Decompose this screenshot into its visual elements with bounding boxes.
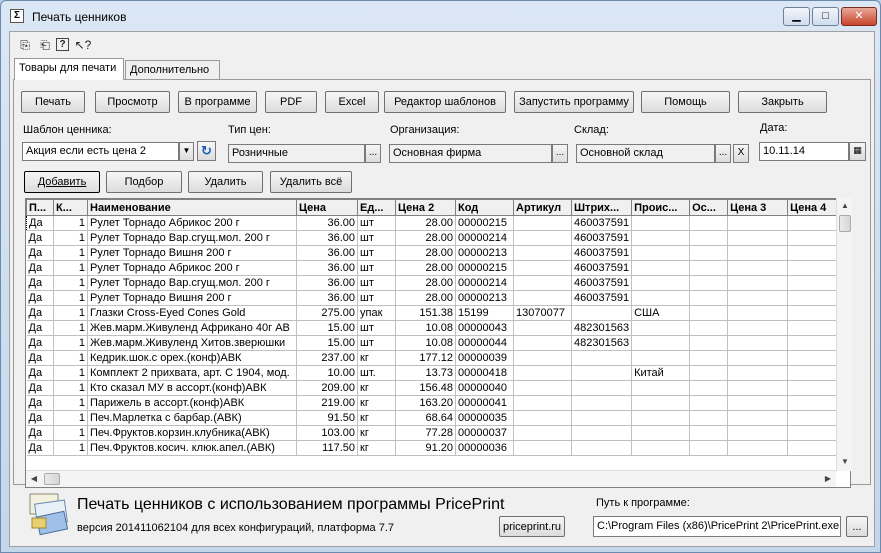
table-cell[interactable]: 1: [54, 366, 88, 381]
table-cell[interactable]: Рулет Торнадо Вишня 200 г: [88, 246, 297, 261]
table-cell[interactable]: 00000036: [456, 441, 514, 456]
table-cell[interactable]: [632, 381, 690, 396]
table-cell[interactable]: шт: [358, 336, 396, 351]
table-cell[interactable]: [572, 351, 632, 366]
table-cell[interactable]: 1: [54, 231, 88, 246]
table-cell[interactable]: 1: [54, 351, 88, 366]
table-cell[interactable]: кг: [358, 396, 396, 411]
table-cell[interactable]: [690, 366, 728, 381]
table-row[interactable]: [27, 366, 849, 381]
table-cell[interactable]: Рулет Торнадо Вар.сгущ.мол. 200 г: [88, 276, 297, 291]
table-cell[interactable]: 36.00: [297, 216, 358, 231]
table-cell[interactable]: [728, 246, 788, 261]
table-cell[interactable]: [632, 411, 690, 426]
table-cell[interactable]: Кто сказал МУ в ассорт.(конф)АВК: [88, 381, 297, 396]
column-header[interactable]: Наименование: [88, 200, 297, 216]
table-cell[interactable]: [514, 411, 572, 426]
table-cell[interactable]: 00000041: [456, 396, 514, 411]
scroll-down-icon[interactable]: ▼: [841, 457, 849, 466]
table-cell[interactable]: 36.00: [297, 231, 358, 246]
table-cell[interactable]: 1: [54, 276, 88, 291]
goods-grid[interactable]: [25, 198, 851, 488]
table-cell[interactable]: [514, 321, 572, 336]
table-cell[interactable]: Да: [27, 231, 54, 246]
table-cell[interactable]: [690, 381, 728, 396]
maximize-button[interactable]: □: [812, 7, 839, 26]
table-row[interactable]: [27, 261, 849, 276]
table-cell[interactable]: [728, 366, 788, 381]
table-row[interactable]: [27, 321, 849, 336]
table-cell[interactable]: [690, 306, 728, 321]
price-type-label: Тип цен:: [228, 124, 271, 136]
goods-table: [26, 199, 849, 456]
table-row[interactable]: [27, 411, 849, 426]
table-cell[interactable]: [632, 291, 690, 306]
column-header[interactable]: Цена 4: [788, 200, 849, 216]
scroll-up-icon[interactable]: ▲: [841, 201, 849, 210]
table-cell[interactable]: шт: [358, 321, 396, 336]
table-cell[interactable]: 1: [54, 336, 88, 351]
table-cell[interactable]: США: [632, 306, 690, 321]
delete-button[interactable]: Удалить: [188, 171, 263, 193]
table-cell[interactable]: Да: [27, 216, 54, 231]
table-cell[interactable]: 00000043: [456, 321, 514, 336]
table-cell[interactable]: кг: [358, 351, 396, 366]
table-cell[interactable]: 1: [54, 291, 88, 306]
table-cell[interactable]: [728, 411, 788, 426]
table-cell[interactable]: 1: [54, 441, 88, 456]
refresh-icon[interactable]: ↻: [197, 141, 216, 161]
table-cell[interactable]: Глазки Cross-Eyed Cones Gold: [88, 306, 297, 321]
table-cell[interactable]: [514, 231, 572, 246]
table-cell[interactable]: 36.00: [297, 246, 358, 261]
table-cell[interactable]: 460037591: [572, 231, 632, 246]
table-cell[interactable]: [632, 216, 690, 231]
table-cell[interactable]: [572, 426, 632, 441]
table-row[interactable]: [27, 216, 849, 231]
table-cell[interactable]: [632, 231, 690, 246]
table-cell[interactable]: [632, 426, 690, 441]
close-window-button[interactable]: ✕: [841, 7, 877, 26]
table-cell[interactable]: [514, 426, 572, 441]
table-cell[interactable]: 460037591: [572, 246, 632, 261]
table-cell[interactable]: [632, 336, 690, 351]
vertical-scroll-thumb[interactable]: [839, 215, 851, 232]
vertical-scrollbar[interactable]: [836, 198, 852, 471]
table-cell[interactable]: [572, 441, 632, 456]
table-row[interactable]: [27, 276, 849, 291]
minimize-button[interactable]: ▁: [783, 7, 810, 26]
column-header[interactable]: Цена 2: [396, 200, 456, 216]
program-path-field[interactable]: C:\Program Files (x86)\PricePrint 2\PricePrint.exe: [593, 516, 841, 537]
table-cell[interactable]: [632, 351, 690, 366]
table-cell[interactable]: 163.20: [396, 396, 456, 411]
column-header[interactable]: Артикул: [514, 200, 572, 216]
column-header[interactable]: Ед...: [358, 200, 396, 216]
table-cell[interactable]: [572, 381, 632, 396]
table-cell[interactable]: 460037591: [572, 261, 632, 276]
table-cell[interactable]: шт: [358, 246, 396, 261]
table-cell[interactable]: 00000214: [456, 276, 514, 291]
table-cell[interactable]: Рулет Торнадо Абрикос 200 г: [88, 216, 297, 231]
table-cell[interactable]: 1: [54, 261, 88, 276]
table-cell[interactable]: [690, 441, 728, 456]
table-cell[interactable]: [690, 246, 728, 261]
table-cell[interactable]: Да: [27, 291, 54, 306]
calendar-icon[interactable]: ▦: [849, 142, 866, 161]
table-cell[interactable]: 28.00: [396, 291, 456, 306]
table-cell[interactable]: Да: [27, 441, 54, 456]
close-button[interactable]: Закрыть: [738, 91, 827, 113]
table-cell[interactable]: [728, 216, 788, 231]
table-row[interactable]: [27, 246, 849, 261]
table-cell[interactable]: [514, 276, 572, 291]
table-cell[interactable]: Да: [27, 261, 54, 276]
table-cell[interactable]: 177.12: [396, 351, 456, 366]
run-program-button[interactable]: Запустить программу: [514, 91, 634, 113]
template-select[interactable]: Акция если есть цена 2: [22, 142, 179, 161]
table-cell[interactable]: шт: [358, 261, 396, 276]
table-cell[interactable]: 103.00: [297, 426, 358, 441]
help-icon[interactable]: ?: [56, 38, 69, 51]
table-cell[interactable]: шт: [358, 216, 396, 231]
help-button[interactable]: Помощь: [641, 91, 730, 113]
tab-goods-for-print[interactable]: Товары для печати: [14, 58, 124, 80]
table-cell[interactable]: [728, 276, 788, 291]
table-cell[interactable]: [632, 396, 690, 411]
table-cell[interactable]: 00000418: [456, 366, 514, 381]
client-area: [9, 31, 875, 547]
table-cell[interactable]: Кедрик.шок.с орех.(конф)АВК: [88, 351, 297, 366]
table-cell[interactable]: 00000215: [456, 261, 514, 276]
table-cell[interactable]: кг: [358, 426, 396, 441]
browse-path-button[interactable]: ...: [846, 516, 868, 537]
table-row[interactable]: [27, 381, 849, 396]
horizontal-scrollbar[interactable]: [26, 470, 836, 487]
table-cell[interactable]: 28.00: [396, 216, 456, 231]
table-row[interactable]: [27, 351, 849, 366]
table-cell[interactable]: [728, 231, 788, 246]
table-cell[interactable]: 91.50: [297, 411, 358, 426]
table-cell[interactable]: Да: [27, 396, 54, 411]
table-cell[interactable]: 156.48: [396, 381, 456, 396]
table-cell[interactable]: [690, 321, 728, 336]
table-cell[interactable]: кг: [358, 381, 396, 396]
table-cell[interactable]: [690, 411, 728, 426]
table-cell[interactable]: Да: [27, 426, 54, 441]
table-cell[interactable]: [514, 396, 572, 411]
table-row[interactable]: [27, 306, 849, 321]
table-row[interactable]: [27, 426, 849, 441]
table-cell[interactable]: [572, 366, 632, 381]
table-cell[interactable]: [690, 231, 728, 246]
table-cell[interactable]: шт: [358, 276, 396, 291]
table-cell[interactable]: 77.28: [396, 426, 456, 441]
table-cell[interactable]: Рулет Торнадо Вар.сгущ.мол. 200 г: [88, 231, 297, 246]
table-cell[interactable]: 68.64: [396, 411, 456, 426]
table-cell[interactable]: [690, 426, 728, 441]
program-path-label: Путь к программе:: [596, 497, 690, 509]
table-cell[interactable]: [690, 396, 728, 411]
table-cell[interactable]: [690, 351, 728, 366]
table-cell[interactable]: 00000035: [456, 411, 514, 426]
table-cell[interactable]: 36.00: [297, 276, 358, 291]
table-cell[interactable]: 00000213: [456, 246, 514, 261]
priceprint-site-button[interactable]: priceprint.ru: [499, 516, 565, 537]
table-cell[interactable]: Рулет Торнадо Абрикос 200 г: [88, 261, 297, 276]
table-cell[interactable]: 28.00: [396, 231, 456, 246]
table-cell[interactable]: 1: [54, 426, 88, 441]
table-cell[interactable]: [514, 351, 572, 366]
table-cell[interactable]: 00000044: [456, 336, 514, 351]
table-cell[interactable]: 00000214: [456, 231, 514, 246]
column-header[interactable]: Ос...: [690, 200, 728, 216]
preview-button[interactable]: Просмотр: [95, 91, 170, 113]
table-cell[interactable]: Жев.марм.Живуленд Хитов.зверюшки: [88, 336, 297, 351]
table-cell[interactable]: 15.00: [297, 321, 358, 336]
table-cell[interactable]: [728, 306, 788, 321]
table-cell[interactable]: 1: [54, 396, 88, 411]
column-header[interactable]: Штрих...: [572, 200, 632, 216]
table-cell[interactable]: Китай: [632, 366, 690, 381]
scroll-left-icon[interactable]: ◀: [30, 474, 38, 483]
table-cell[interactable]: [728, 336, 788, 351]
table-cell[interactable]: 482301563: [572, 321, 632, 336]
table-cell[interactable]: кг: [358, 411, 396, 426]
select-items-button[interactable]: Подбор: [106, 171, 182, 193]
table-cell[interactable]: 237.00: [297, 351, 358, 366]
table-cell[interactable]: [690, 291, 728, 306]
delete-all-button[interactable]: Удалить всё: [270, 171, 352, 193]
column-header[interactable]: П...: [27, 200, 54, 216]
table-row[interactable]: [27, 441, 849, 456]
organization-label: Организация:: [390, 124, 460, 136]
table-cell[interactable]: 28.00: [396, 276, 456, 291]
table-cell[interactable]: 10.08: [396, 321, 456, 336]
table-cell[interactable]: 15199: [456, 306, 514, 321]
table-cell[interactable]: упак: [358, 306, 396, 321]
table-cell[interactable]: Да: [27, 306, 54, 321]
table-cell[interactable]: 13070077: [514, 306, 572, 321]
table-cell[interactable]: 1: [54, 306, 88, 321]
horizontal-scroll-thumb[interactable]: [44, 473, 60, 485]
table-cell[interactable]: [728, 351, 788, 366]
table-cell[interactable]: Да: [27, 411, 54, 426]
footer-title: Печать ценников с использованием программы PricePrint: [77, 496, 505, 513]
table-cell[interactable]: [632, 441, 690, 456]
table-cell[interactable]: 10.00: [297, 366, 358, 381]
table-cell[interactable]: 460037591: [572, 276, 632, 291]
table-cell[interactable]: Жев.марм.Живуленд Африкано 40г АВ: [88, 321, 297, 336]
table-cell[interactable]: [690, 276, 728, 291]
table-cell[interactable]: [514, 291, 572, 306]
table-cell[interactable]: 28.00: [396, 246, 456, 261]
template-editor-button[interactable]: Редактор шаблонов: [384, 91, 506, 113]
table-cell[interactable]: 91.20: [396, 441, 456, 456]
table-cell[interactable]: 1: [54, 381, 88, 396]
organization-field[interactable]: Основная фирма: [389, 144, 552, 163]
table-cell[interactable]: [728, 396, 788, 411]
table-cell[interactable]: Рулет Торнадо Вишня 200 г: [88, 291, 297, 306]
table-cell[interactable]: [514, 216, 572, 231]
table-cell[interactable]: [514, 246, 572, 261]
table-cell[interactable]: [632, 261, 690, 276]
warehouse-clear-button[interactable]: X: [733, 144, 749, 163]
table-cell[interactable]: [690, 336, 728, 351]
table-cell[interactable]: [632, 276, 690, 291]
priceprint-logo: [28, 490, 70, 536]
date-field[interactable]: 10.11.14: [759, 142, 849, 161]
table-cell[interactable]: 15.00: [297, 336, 358, 351]
table-cell[interactable]: 00000213: [456, 291, 514, 306]
table-cell[interactable]: Да: [27, 321, 54, 336]
table-cell[interactable]: Да: [27, 381, 54, 396]
table-cell[interactable]: [632, 321, 690, 336]
table-cell[interactable]: [514, 441, 572, 456]
title-bar[interactable]: [1, 1, 880, 31]
table-cell[interactable]: Да: [27, 246, 54, 261]
table-cell[interactable]: [514, 366, 572, 381]
table-cell[interactable]: Да: [27, 366, 54, 381]
table-cell[interactable]: кг: [358, 441, 396, 456]
window-title: Печать ценников: [32, 10, 127, 24]
table-cell[interactable]: 482301563: [572, 336, 632, 351]
table-cell[interactable]: Печ.Марлетка с барбар.(АВК): [88, 411, 297, 426]
table-cell[interactable]: 36.00: [297, 291, 358, 306]
table-cell[interactable]: 460037591: [572, 216, 632, 231]
price-type-field[interactable]: Розничные: [228, 144, 365, 163]
tab-additional[interactable]: Дополнительно: [125, 60, 220, 80]
table-cell[interactable]: [514, 336, 572, 351]
save-arrow-right-icon[interactable]: ⎗: [40, 38, 50, 52]
table-cell[interactable]: 275.00: [297, 306, 358, 321]
print-button[interactable]: Печать: [21, 91, 85, 113]
table-cell[interactable]: [514, 381, 572, 396]
warehouse-field[interactable]: Основной склад: [576, 144, 715, 163]
table-cell[interactable]: 1: [54, 411, 88, 426]
table-row[interactable]: [27, 291, 849, 306]
chevron-down-icon[interactable]: ▼: [179, 142, 194, 161]
column-header[interactable]: Код: [456, 200, 514, 216]
table-cell[interactable]: шт.: [358, 366, 396, 381]
save-arrow-left-icon[interactable]: ⎘: [20, 38, 30, 52]
table-cell[interactable]: 209.00: [297, 381, 358, 396]
table-cell[interactable]: 00000215: [456, 216, 514, 231]
excel-button[interactable]: Excel: [325, 91, 379, 113]
app-icon: Σ: [10, 9, 24, 23]
table-cell[interactable]: 00000040: [456, 381, 514, 396]
table-cell[interactable]: [690, 216, 728, 231]
table-cell[interactable]: Комплект 2 прихвата, арт. С 1904, мод.: [88, 366, 297, 381]
table-cell[interactable]: Парижель в ассорт.(конф)АВК: [88, 396, 297, 411]
column-header[interactable]: Цена 3: [728, 200, 788, 216]
table-cell[interactable]: Печ.Фруктов.косич. клюк.апел.(АВК): [88, 441, 297, 456]
table-row[interactable]: [27, 336, 849, 351]
table-cell[interactable]: шт: [358, 231, 396, 246]
table-cell[interactable]: [572, 306, 632, 321]
table-cell[interactable]: 1: [54, 246, 88, 261]
table-cell[interactable]: [728, 261, 788, 276]
warehouse-select-button[interactable]: ...: [715, 144, 731, 163]
table-cell[interactable]: 460037591: [572, 291, 632, 306]
warehouse-label: Склад:: [574, 124, 609, 136]
table-cell[interactable]: 117.50: [297, 441, 358, 456]
column-header[interactable]: К...: [54, 200, 88, 216]
table-cell[interactable]: [690, 261, 728, 276]
scroll-right-icon[interactable]: ▶: [824, 474, 832, 483]
date-label: Дата:: [760, 122, 788, 134]
table-cell[interactable]: Да: [27, 351, 54, 366]
table-cell[interactable]: 00000039: [456, 351, 514, 366]
table-cell[interactable]: [728, 441, 788, 456]
version-text: версия 201411062104 для всех конфигураций, платформа 7.7: [77, 522, 395, 534]
in-program-button[interactable]: В программе: [178, 91, 257, 113]
table-cell[interactable]: 00000037: [456, 426, 514, 441]
price-type-select-button[interactable]: ...: [365, 144, 381, 163]
table-cell[interactable]: [572, 411, 632, 426]
table-cell[interactable]: 13.73: [396, 366, 456, 381]
table-cell[interactable]: [728, 321, 788, 336]
table-cell[interactable]: 28.00: [396, 261, 456, 276]
column-header[interactable]: Проис...: [632, 200, 690, 216]
table-cell[interactable]: [728, 381, 788, 396]
table-row[interactable]: [27, 231, 849, 246]
table-cell[interactable]: [728, 426, 788, 441]
organization-select-button[interactable]: ...: [552, 144, 568, 163]
add-button[interactable]: Добавить: [24, 171, 100, 193]
table-cell[interactable]: шт: [358, 291, 396, 306]
table-cell[interactable]: 10.08: [396, 336, 456, 351]
table-cell[interactable]: Печ.Фруктов.корзин.клубника(АВК): [88, 426, 297, 441]
table-cell[interactable]: Да: [27, 336, 54, 351]
template-label: Шаблон ценника:: [23, 124, 112, 136]
table-cell[interactable]: 1: [54, 216, 88, 231]
whats-this-icon[interactable]: ↖?: [74, 38, 92, 52]
table-cell[interactable]: 219.00: [297, 396, 358, 411]
pdf-button[interactable]: PDF: [265, 91, 317, 113]
table-cell[interactable]: [632, 246, 690, 261]
table-cell[interactable]: [514, 261, 572, 276]
table-row[interactable]: [27, 396, 849, 411]
column-header[interactable]: Цена: [297, 200, 358, 216]
table-cell[interactable]: Да: [27, 276, 54, 291]
table-cell[interactable]: 151.38: [396, 306, 456, 321]
table-cell[interactable]: 1: [54, 321, 88, 336]
table-cell[interactable]: 36.00: [297, 261, 358, 276]
table-cell[interactable]: [572, 396, 632, 411]
table-cell[interactable]: [728, 291, 788, 306]
